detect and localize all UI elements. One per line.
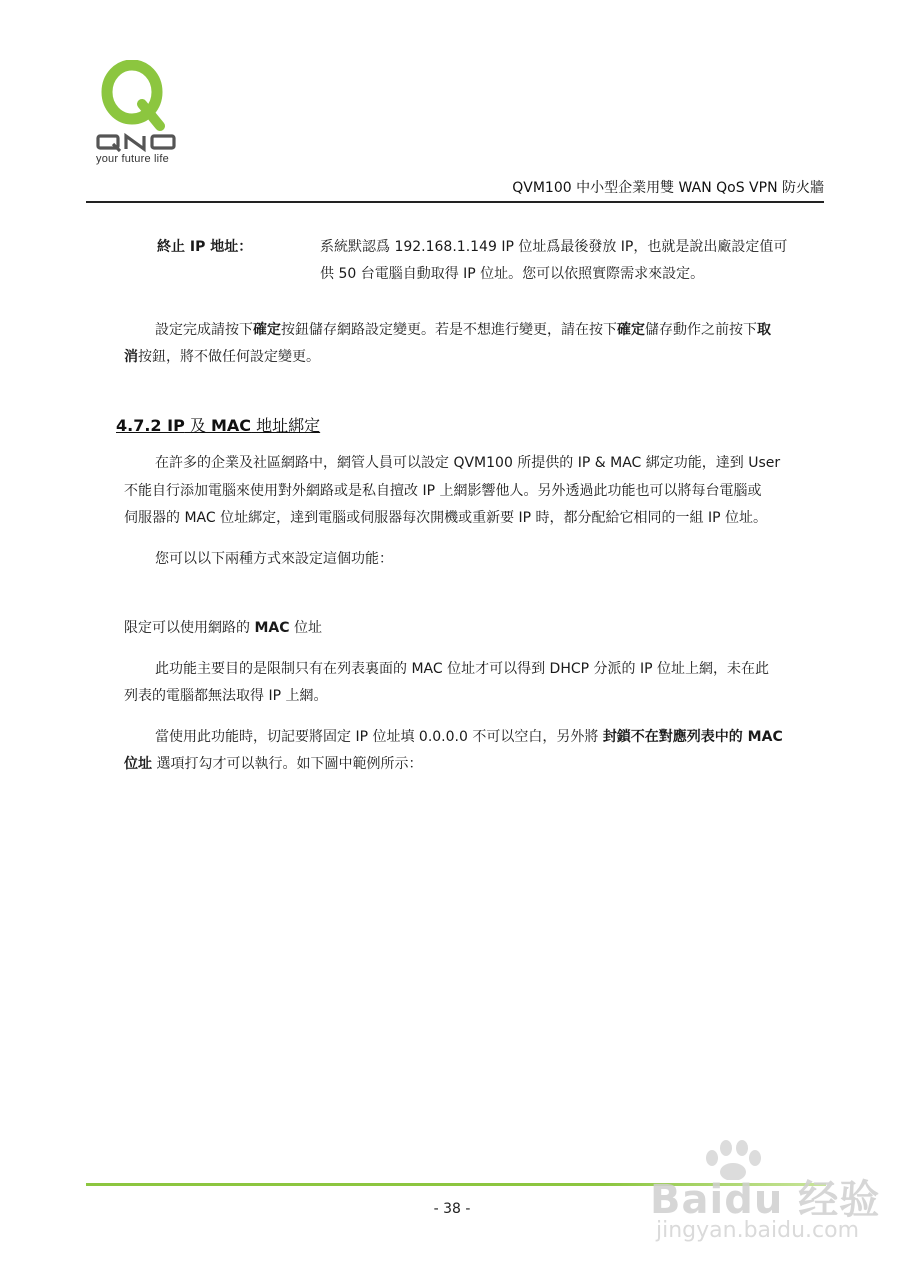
limit-para-line2: 列表的電腦都無法取得 IP 上網。 xyxy=(124,688,328,704)
methods-line: 您可以以下兩種方式來設定這個功能： xyxy=(155,551,393,567)
intro-para-line3: 伺服器的 MAC 位址綁定，達到電腦或伺服器每次開機或重新要 IP 時，都分配給它相同的一組 IP 位址。 xyxy=(124,510,768,526)
logo-tagline: your future life xyxy=(96,153,169,165)
limit-para-line1: 此功能主要目的是限制只有在列表裏面的 MAC 位址才可以得到 DHCP 分派的 IP 位址上網，未在此 xyxy=(155,661,769,677)
cancel-keyword-part1: 取 xyxy=(757,322,771,338)
usage-text-2: 選項打勾才可以執行。如下圖中範例所示： xyxy=(152,756,423,772)
block-option-label-part1: 封鎖不在對應列表中的 MAC xyxy=(602,729,783,745)
baidu-watermark xyxy=(650,1140,881,1270)
qno-logo-mark xyxy=(94,60,194,155)
subheading-mac: MAC xyxy=(254,620,290,636)
confirm-text-1: 設定完成請按下 xyxy=(155,322,253,338)
confirm-text-3: 儲存動作之前按下 xyxy=(645,322,757,338)
end-ip-label: 終止 IP 地址： xyxy=(157,239,253,255)
confirm-text-4: 按鈕，將不做任何設定變更。 xyxy=(138,349,320,365)
confirm-para-line2 xyxy=(124,349,320,365)
subheading-limit-mac xyxy=(124,620,322,636)
watermark-brand: Baidu 经验 xyxy=(650,1177,881,1223)
end-ip-desc-line1: 系統默認爲 192.168.1.149 IP 位址爲最後發放 IP，也就是說出廠設定值可 xyxy=(320,239,788,255)
document-title: QVM100 中小型企業用雙 WAN QoS VPN 防火牆 xyxy=(512,180,824,196)
section-conj: 及 xyxy=(184,416,211,435)
usage-para-line2 xyxy=(124,756,422,772)
intro-para-line1: 在許多的企業及社區網路中，網管人員可以設定 QVM100 所提供的 IP & MAC 綁定功能，達到 User xyxy=(155,455,781,471)
confirm-text-2: 按鈕儲存網路設定變更。若是不想進行變更，請在按下 xyxy=(281,322,617,338)
end-ip-desc-line2: 供 50 台電腦自動取得 IP 位址。您可以依照實際需求來設定。 xyxy=(320,266,705,282)
cancel-keyword-part2: 消 xyxy=(124,349,138,365)
section-tail: 地址綁定 xyxy=(251,416,321,435)
usage-text-1: 當使用此功能時，切記要將固定 IP 位址填 0.0.0.0 不可以空白，另外將 xyxy=(155,729,603,745)
block-option-label-part2: 位址 xyxy=(124,756,152,772)
section-number: 4.7.2 IP xyxy=(116,416,185,435)
page-number: - 38 - xyxy=(433,1201,471,1217)
header-divider xyxy=(86,201,824,203)
confirm-keyword-1: 確定 xyxy=(253,322,281,338)
confirm-para-line1 xyxy=(155,322,771,338)
section-heading-4-7-2 xyxy=(116,413,320,436)
subheading-text-2: 位址 xyxy=(289,620,322,636)
section-mac: MAC xyxy=(211,416,252,435)
watermark-url: jingyan.baidu.com xyxy=(656,1218,860,1243)
subheading-text-1: 限定可以使用網路的 xyxy=(124,620,255,636)
intro-para-line2: 不能自行添加電腦來使用對外網路或是私自擅改 IP 上網影響他人。另外透過此功能也可以將每台電腦或 xyxy=(124,483,762,499)
confirm-keyword-2: 確定 xyxy=(617,322,645,338)
usage-para-line1 xyxy=(155,729,783,745)
